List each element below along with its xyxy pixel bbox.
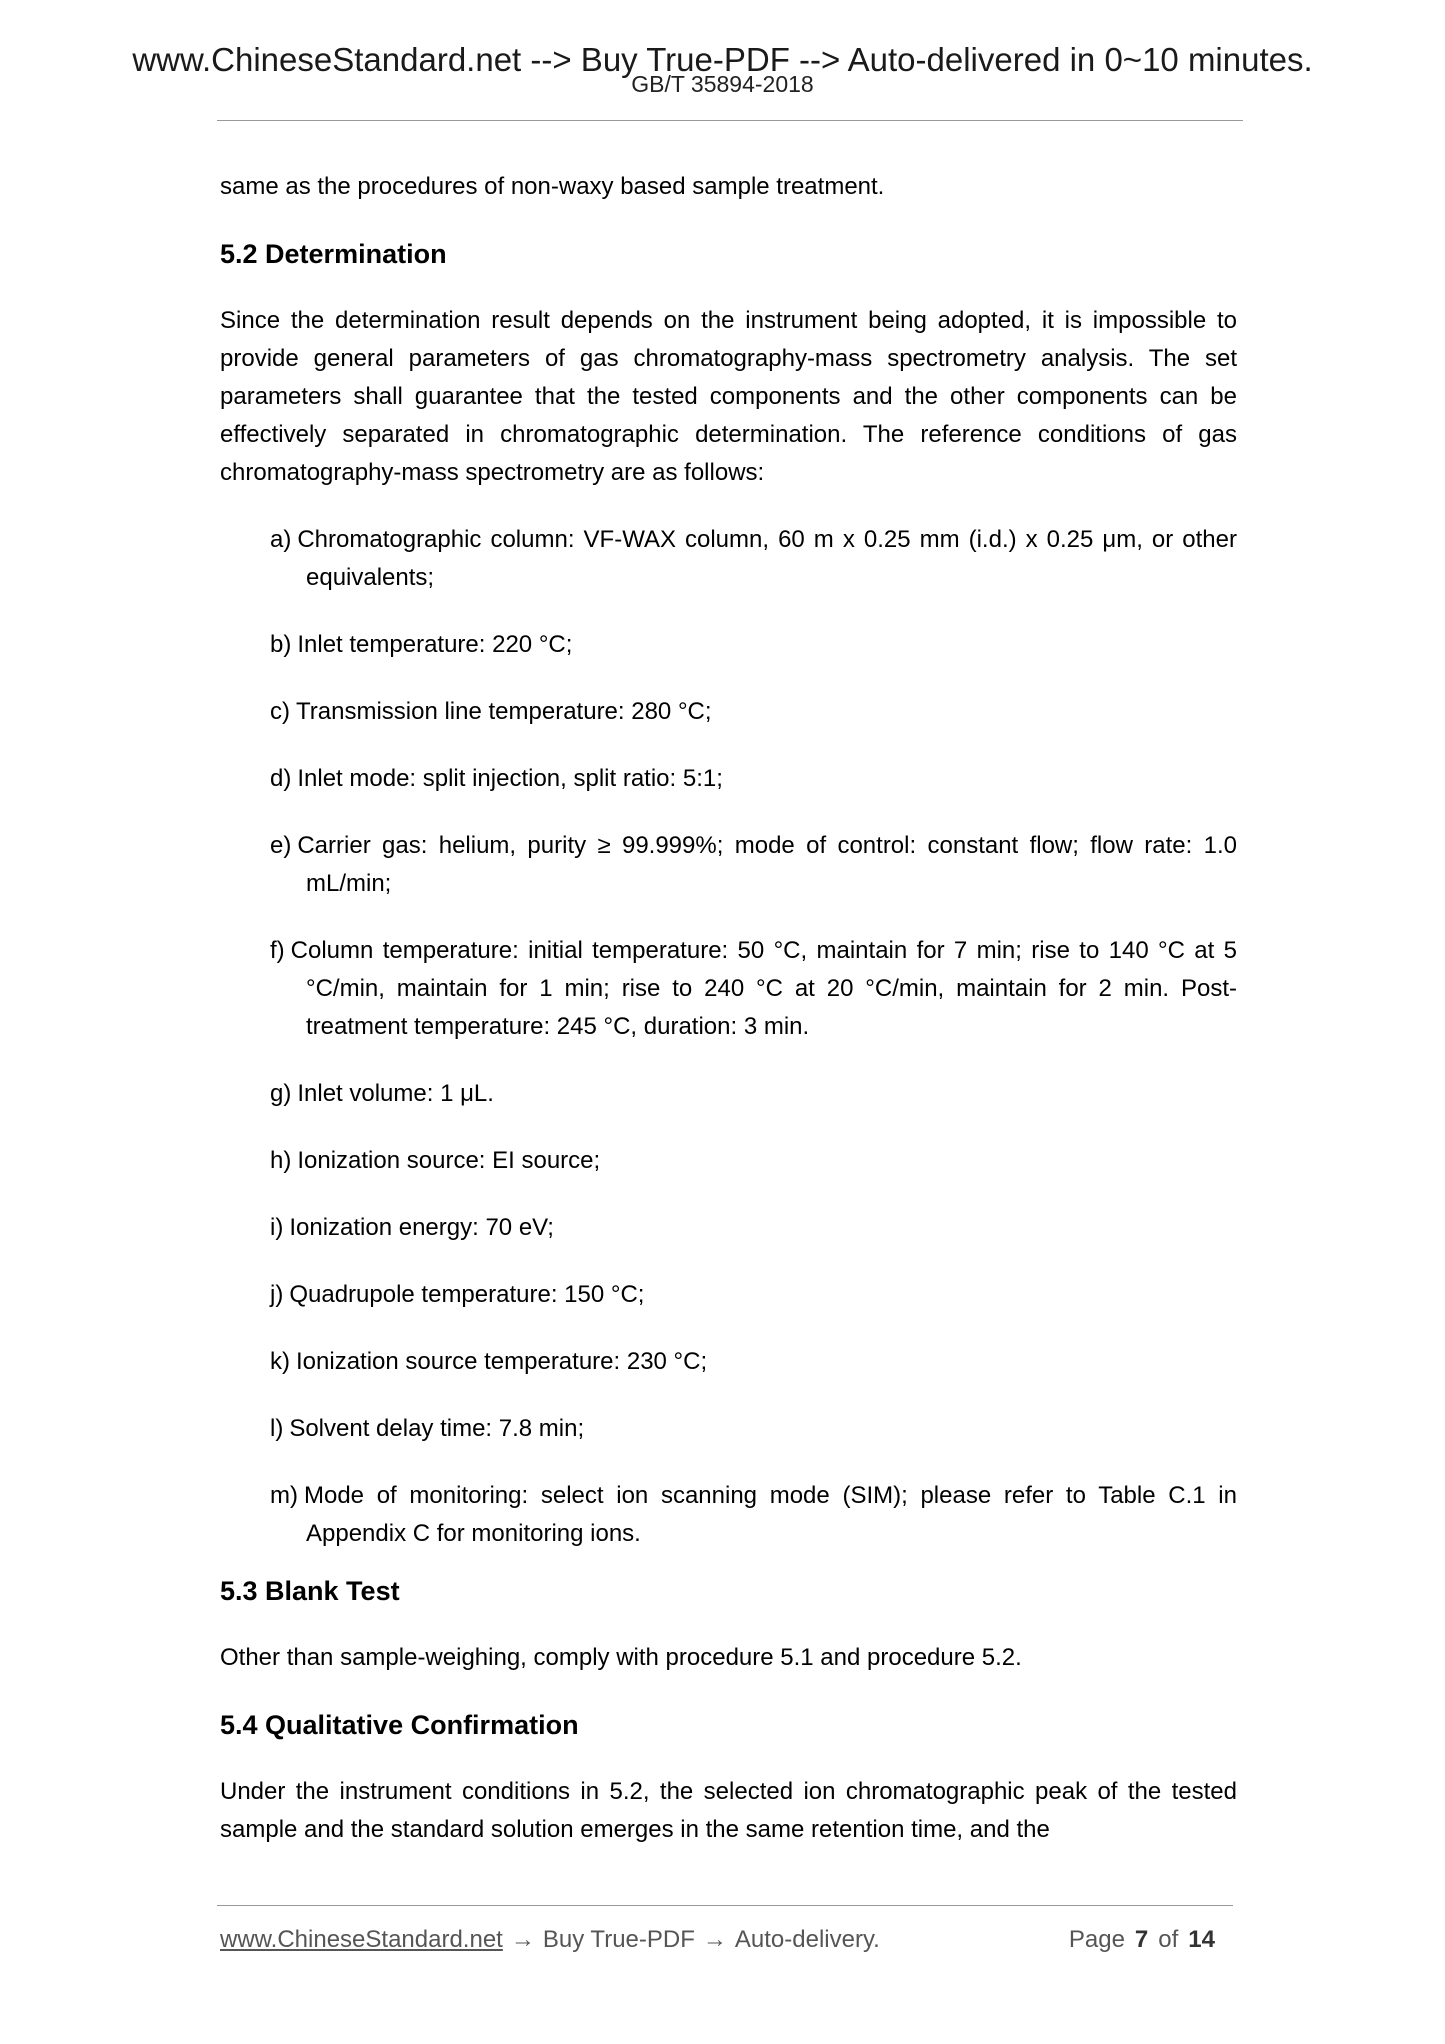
list-item-text: Inlet mode: split injection, split ratio: 5:1;: [297, 765, 723, 792]
page-body: [220, 168, 1237, 1878]
list-item-text: Column temperature: initial temperature: 50 °C, maintain for 7 min; rise to 140 °C at 5 °C/min, maintain for 1 min; rise to 240 °C at 20 °C/min, maintain for 2 min. Post-treatment temperature: 245 °C, duration: 3 min.: [290, 937, 1237, 1040]
list-item-text: Inlet volume: 1 μL.: [297, 1080, 494, 1107]
list-item: [220, 1276, 1237, 1314]
list-item: [220, 1343, 1237, 1381]
footer-delivery-text: Auto-delivery.: [734, 1926, 880, 1953]
list-item-text: Ionization source: EI source;: [297, 1147, 601, 1174]
list-marker: l): [270, 1415, 284, 1442]
list-item: [220, 1477, 1237, 1553]
list-marker: a): [270, 526, 292, 553]
header-divider: [217, 120, 1243, 121]
list-item: [220, 1410, 1237, 1448]
footer-divider: [217, 1905, 1233, 1906]
page-indicator: [1069, 1920, 1225, 1960]
list-item-text: Mode of monitoring: select ion scanning mode (SIM); please refer to Table C.1 in Appendix C for monitoring ions.: [303, 1482, 1237, 1547]
list-item: [220, 626, 1237, 664]
list-marker: e): [270, 832, 292, 859]
list-item: [220, 693, 1237, 731]
list-item: [220, 827, 1237, 903]
list-item-text: Quadrupole temperature: 150 °C;: [289, 1281, 645, 1308]
list-marker: j): [270, 1281, 284, 1308]
section-heading-5-4: 5.4 Qualitative Confirmation: [220, 1710, 579, 1740]
document-id: GB/T 35894-2018: [631, 71, 814, 97]
list-marker: f): [270, 937, 285, 964]
arrow-right-icon: →: [702, 1926, 727, 1953]
section-heading-5-2: 5.2 Determination: [220, 239, 447, 269]
list-item: [220, 1075, 1237, 1113]
conditions-list: [220, 521, 1237, 1553]
list-item-text: Ionization source temperature: 230 °C;: [296, 1348, 708, 1375]
list-item-text: Solvent delay time: 7.8 min;: [289, 1415, 585, 1442]
footer-buy-text: Buy True-PDF: [542, 1926, 695, 1953]
list-item: [220, 760, 1237, 798]
list-item-text: Ionization energy: 70 eV;: [289, 1214, 554, 1241]
list-marker: h): [270, 1147, 292, 1174]
list-item: [220, 521, 1237, 597]
section-paragraph-5-3: Other than sample-weighing, comply with procedure 5.1 and procedure 5.2.: [220, 1644, 1022, 1671]
list-marker: c): [270, 698, 290, 725]
list-item-text: Inlet temperature: 220 °C;: [297, 631, 573, 658]
page-footer: [220, 1920, 1233, 1960]
list-marker: d): [270, 765, 292, 792]
site-banner[interactable]: www.ChineseStandard.net --> Buy True-PDF --> Auto-delivered in 0~10 minutes.: [132, 41, 1313, 78]
section-heading-5-3: 5.3 Blank Test: [220, 1576, 400, 1606]
list-item-text: Carrier gas: helium, purity ≥ 99.999%; mode of control: constant flow; flow rate: 1.0 mL/min;: [297, 832, 1237, 897]
list-marker: i): [270, 1214, 284, 1241]
list-item: [220, 1142, 1237, 1180]
of-label: of: [1158, 1926, 1179, 1953]
footer-site-link[interactable]: www.ChineseStandard.net: [220, 1926, 503, 1953]
list-marker: m): [270, 1482, 298, 1509]
continuation-text: same as the procedures of non-waxy based sample treatment.: [220, 173, 885, 200]
page-current: 7: [1134, 1926, 1149, 1953]
arrow-right-icon: →: [510, 1926, 535, 1953]
page-total: 14: [1188, 1926, 1215, 1953]
list-item: [220, 932, 1237, 1046]
list-item-text: Chromatographic column: VF-WAX column, 60 m x 0.25 mm (i.d.) x 0.25 μm, or other equivalents;: [297, 526, 1237, 591]
list-marker: b): [270, 631, 292, 658]
section-paragraph-5-2: Since the determination result depends on the instrument being adopted, it is impossible to provide general parameters of gas chromatography-mass spectrometry analysis. The set parameters shall guarantee that the tested components and the other components can be effectively separated in chromatographic determination. The reference conditions of gas chromatography-mass spectrometry are as follows:: [220, 307, 1237, 486]
list-marker: k): [270, 1348, 290, 1375]
list-marker: g): [270, 1080, 292, 1107]
section-paragraph-5-4: Under the instrument conditions in 5.2, the selected ion chromatographic peak of the tested sample and the standard solution emerges in the same retention time, and the: [220, 1778, 1237, 1843]
list-item: [220, 1209, 1237, 1247]
list-item-text: Transmission line temperature: 280 °C;: [296, 698, 712, 725]
page-label: Page: [1068, 1926, 1125, 1953]
